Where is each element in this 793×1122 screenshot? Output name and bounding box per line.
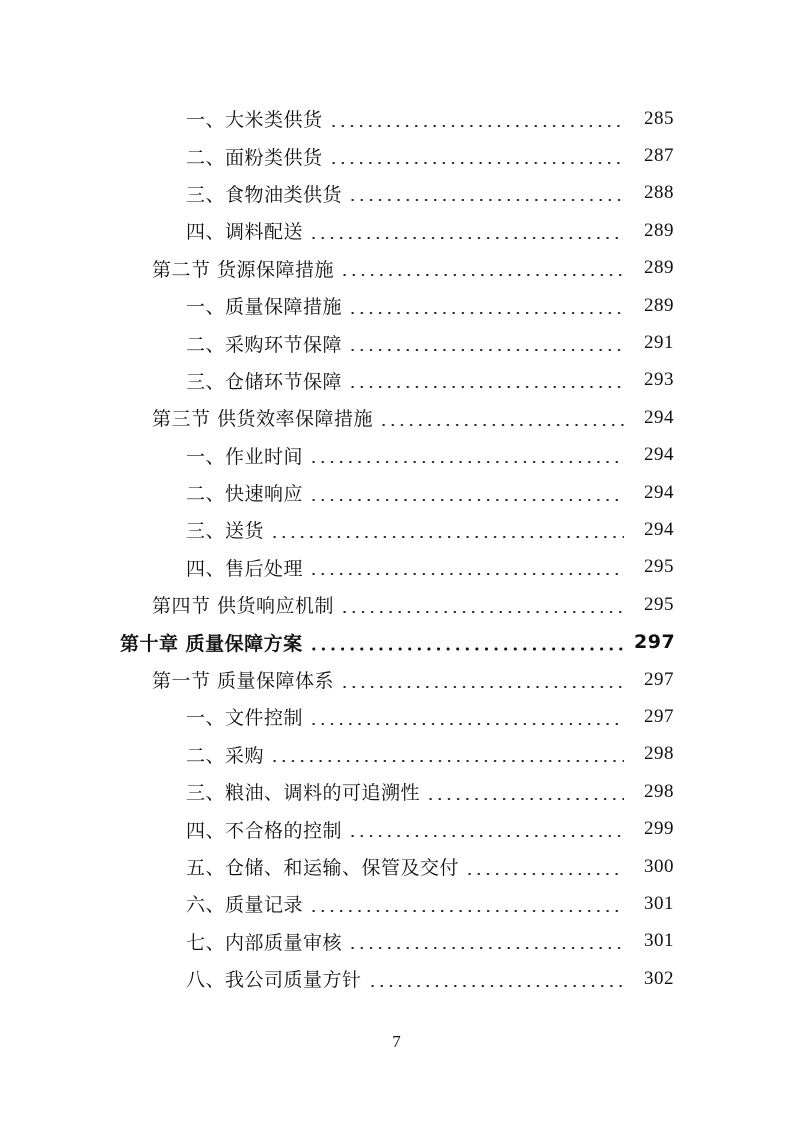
toc-entry-title: 四、不合格的控制 bbox=[186, 819, 343, 842]
toc-dot-leader bbox=[340, 686, 624, 688]
toc-entry-page-number: 295 bbox=[644, 593, 674, 615]
toc-item-entry[interactable] bbox=[0, 437, 793, 474]
toc-item-entry[interactable] bbox=[0, 175, 793, 212]
toc-entry-title: 一、大米类供货 bbox=[186, 109, 323, 132]
toc-item-entry[interactable] bbox=[0, 698, 793, 735]
toc-entry-title: 六、质量记录 bbox=[186, 894, 304, 917]
toc-item-entry[interactable] bbox=[0, 324, 793, 361]
toc-entry-page-number: 295 bbox=[644, 556, 674, 578]
toc-dot-leader bbox=[465, 873, 624, 875]
page-number: 7 bbox=[392, 1032, 401, 1051]
toc-entry-page-number: 298 bbox=[644, 780, 674, 802]
toc-item-entry[interactable] bbox=[0, 100, 793, 137]
toc-entry-page-number: 289 bbox=[644, 257, 674, 279]
toc-entry-page-number: 301 bbox=[644, 892, 674, 914]
toc-entry-page-number: 302 bbox=[644, 967, 674, 989]
toc-dot-leader bbox=[348, 312, 624, 314]
toc-entry-title: 一、作业时间 bbox=[186, 445, 304, 468]
toc-entry-title: 第二节 货源保障措施 bbox=[152, 258, 335, 281]
toc-item-entry[interactable] bbox=[0, 474, 793, 511]
toc-item-entry[interactable] bbox=[0, 287, 793, 324]
toc-chapter-entry[interactable] bbox=[0, 623, 793, 660]
toc-entry-title: 二、采购环节保障 bbox=[186, 333, 343, 356]
toc-entry-title: 四、售后处理 bbox=[186, 557, 304, 580]
toc-entry-title: 一、质量保障措施 bbox=[186, 296, 343, 319]
toc-dot-leader bbox=[309, 910, 624, 912]
toc-item-entry[interactable] bbox=[0, 810, 793, 847]
toc-entry-title: 第十章 质量保障方案 bbox=[120, 632, 303, 655]
toc-item-entry[interactable] bbox=[0, 773, 793, 810]
toc-dot-leader bbox=[340, 611, 624, 613]
toc-dot-leader bbox=[309, 647, 624, 651]
toc-dot-leader bbox=[348, 835, 624, 837]
toc-entry-page-number: 288 bbox=[644, 182, 674, 204]
toc-entry-page-number: 289 bbox=[644, 294, 674, 316]
toc-entry-page-number: 294 bbox=[644, 518, 674, 540]
toc-entry-page-number: 294 bbox=[644, 481, 674, 503]
toc-entry-page-number: 291 bbox=[644, 332, 674, 354]
toc-item-entry[interactable] bbox=[0, 549, 793, 586]
toc-dot-leader bbox=[348, 349, 624, 351]
toc-entry-page-number: 287 bbox=[644, 145, 674, 167]
toc-section-entry[interactable] bbox=[0, 399, 793, 436]
toc-dot-leader bbox=[329, 125, 624, 127]
toc-entry-title: 三、食物油类供货 bbox=[186, 183, 343, 206]
toc-entry-page-number: 285 bbox=[644, 107, 674, 129]
toc-item-entry[interactable] bbox=[0, 511, 793, 548]
toc-item-entry[interactable] bbox=[0, 137, 793, 174]
toc-entry-title: 四、调料配送 bbox=[186, 221, 304, 244]
toc-entry-page-number: 289 bbox=[644, 219, 674, 241]
toc-entry-page-number: 293 bbox=[644, 369, 674, 391]
toc-entry-page-number: 300 bbox=[644, 855, 674, 877]
toc-dot-leader bbox=[426, 798, 624, 800]
toc-item-entry[interactable] bbox=[0, 848, 793, 885]
toc-entry-page-number: 301 bbox=[644, 930, 674, 952]
table-of-contents bbox=[0, 100, 793, 997]
toc-dot-leader bbox=[379, 424, 624, 426]
toc-entry-page-number: 297 bbox=[634, 631, 676, 654]
toc-entry-title: 二、采购 bbox=[186, 744, 265, 767]
toc-entry-title: 三、粮油、调料的可追溯性 bbox=[186, 782, 421, 805]
toc-section-entry[interactable] bbox=[0, 661, 793, 698]
toc-item-entry[interactable] bbox=[0, 885, 793, 922]
toc-dot-leader bbox=[368, 985, 624, 987]
toc-entry-page-number: 294 bbox=[644, 406, 674, 428]
toc-item-entry[interactable] bbox=[0, 960, 793, 997]
toc-item-entry[interactable] bbox=[0, 736, 793, 773]
toc-dot-leader bbox=[309, 723, 624, 725]
toc-entry-title: 三、仓储环节保障 bbox=[186, 370, 343, 393]
toc-section-entry[interactable] bbox=[0, 586, 793, 623]
toc-item-entry[interactable] bbox=[0, 362, 793, 399]
toc-entry-title: 第三节 供货效率保障措施 bbox=[152, 408, 374, 431]
toc-entry-title: 五、仓储、和运输、保管及交付 bbox=[186, 857, 460, 879]
toc-dot-leader bbox=[309, 461, 624, 463]
toc-entry-title: 第一节 质量保障体系 bbox=[152, 670, 335, 693]
toc-dot-leader bbox=[270, 760, 624, 762]
toc-section-entry[interactable] bbox=[0, 250, 793, 287]
toc-dot-leader bbox=[348, 386, 624, 388]
toc-entry-title: 二、面粉类供货 bbox=[186, 146, 323, 169]
toc-dot-leader bbox=[348, 947, 624, 949]
toc-entry-page-number: 294 bbox=[644, 444, 674, 466]
toc-entry-title: 第四节 供货响应机制 bbox=[152, 595, 335, 618]
toc-entry-title: 二、快速响应 bbox=[186, 483, 304, 506]
toc-dot-leader bbox=[309, 237, 624, 239]
toc-dot-leader bbox=[270, 536, 624, 538]
toc-item-entry[interactable] bbox=[0, 923, 793, 960]
toc-dot-leader bbox=[348, 199, 624, 201]
toc-dot-leader bbox=[329, 162, 624, 164]
toc-entry-title: 八、我公司质量方针 bbox=[186, 969, 362, 992]
toc-entry-page-number: 298 bbox=[644, 743, 674, 765]
toc-dot-leader bbox=[309, 499, 624, 501]
toc-dot-leader bbox=[309, 573, 624, 575]
toc-entry-title: 三、送货 bbox=[186, 520, 265, 543]
toc-entry-page-number: 297 bbox=[644, 668, 674, 690]
toc-dot-leader bbox=[340, 274, 624, 276]
toc-item-entry[interactable] bbox=[0, 212, 793, 249]
toc-entry-page-number: 299 bbox=[644, 818, 674, 840]
toc-entry-page-number: 297 bbox=[644, 705, 674, 727]
toc-entry-title: 七、内部质量审核 bbox=[186, 931, 343, 954]
toc-entry-title: 一、文件控制 bbox=[186, 707, 304, 730]
